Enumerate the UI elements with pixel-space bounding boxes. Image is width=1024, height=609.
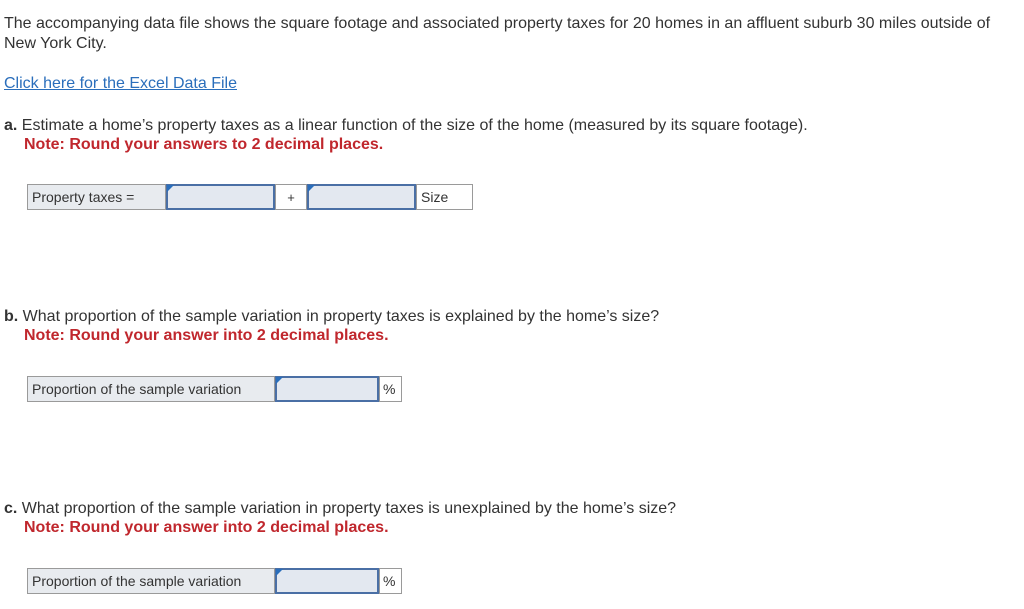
intercept-input[interactable] [168,186,273,208]
unexplained-proportion-input[interactable] [277,570,377,592]
excel-data-link[interactable]: Click here for the Excel Data File [4,75,237,92]
question-c-text: What proportion of the sample variation in property taxes is unexplained by the home’s size? [17,500,677,517]
flag-icon [276,569,283,576]
answer-row-c [27,568,402,594]
unexplained-proportion-field[interactable] [275,568,379,594]
answer-row-b [27,376,402,402]
question-b-text: What proportion of the sample variation in property taxes is explained by the home’s size? [18,308,660,325]
question-a-text: Estimate a home’s property taxes as a linear function of the size of the home (measured by its square footage). [17,117,808,134]
flag-icon [167,185,174,192]
question-a-letter: a. [4,117,18,134]
note-b: Note: Round your answer into 2 decimal places. [24,327,389,344]
slope-input[interactable] [309,186,414,208]
explained-proportion-input[interactable] [277,378,377,400]
note-a: Note: Round your answers to 2 decimal places. [24,136,384,153]
intro-text: The accompanying data file shows the square footage and associated property taxes for 20 homes in an affluent suburb 30 miles outside of New York City. [4,15,991,52]
property-taxes-label: Property taxes = [27,184,166,210]
proportion-label-b: Proportion of the sample variation [27,376,275,402]
note-c: Note: Round your answer into 2 decimal places. [24,519,389,536]
question-a [4,116,808,136]
percent-unit-b: % [379,376,402,402]
question-c [4,499,676,519]
percent-unit-c: % [379,568,402,594]
flag-icon [276,377,283,384]
question-b [4,307,659,327]
size-label: Size [416,184,473,210]
intercept-field[interactable] [166,184,275,210]
slope-field[interactable] [307,184,416,210]
question-b-letter: b. [4,308,19,325]
flag-icon [308,185,315,192]
plus-operator: + [275,184,307,210]
answer-row-a [27,184,473,210]
explained-proportion-field[interactable] [275,376,379,402]
proportion-label-c: Proportion of the sample variation [27,568,275,594]
question-c-letter: c. [4,500,18,517]
